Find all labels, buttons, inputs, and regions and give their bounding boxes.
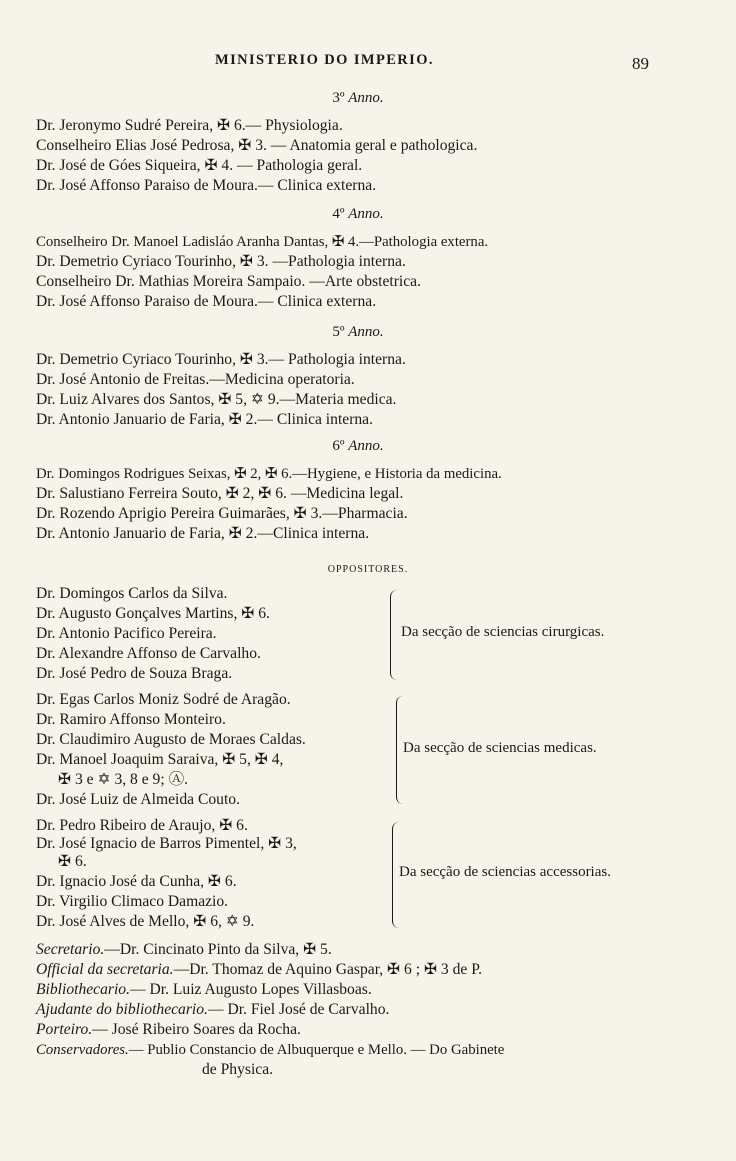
oppositor-entry: Dr. Egas Carlos Moniz Sodré de Aragão. <box>36 691 291 708</box>
oppositor-entry: Dr. Pedro Ribeiro de Araujo, ✠ 6. <box>36 817 248 834</box>
staff-entry-porteiro: Porteiro.— José Ribeiro Soares da Rocha. <box>36 1021 301 1038</box>
faculty-entry: Dr. Domingos Rodrigues Seixas, ✠ 2, ✠ 6.—Hygiene, e Historia da medicina. <box>36 466 502 482</box>
faculty-entry: Dr. José Affonso Paraiso de Moura.— Clinica externa. <box>36 177 377 194</box>
oppositor-entry: Dr. Augusto Gonçalves Martins, ✠ 6. <box>36 605 270 622</box>
oppositor-entry: Dr. Antonio Pacifico Pereira. <box>36 625 217 642</box>
staff-entry-continuation: de Physica. <box>202 1061 274 1078</box>
faculty-entry: Dr. José de Góes Siqueira, ✠ 4. — Pathologia geral. <box>36 157 363 174</box>
oppositor-entry: Dr. Ignacio José da Cunha, ✠ 6. <box>36 873 237 890</box>
faculty-entry: Dr. Antonio Januario de Faria, ✠ 2.— Clinica interna. <box>36 411 374 428</box>
oppositor-entry: Dr. Alexandre Affonso de Carvalho. <box>36 645 261 662</box>
year-heading-3: 3º Anno. <box>332 90 384 106</box>
faculty-entry: Dr. Salustiano Ferreira Souto, ✠ 2, ✠ 6. —Medicina legal. <box>36 485 404 502</box>
oppositor-entry: Dr. José Pedro de Souza Braga. <box>36 665 233 682</box>
group-label-accessorias: Da secção de sciencias accessorias. <box>399 864 611 880</box>
year-heading-4: 4º Anno. <box>332 206 384 222</box>
faculty-entry: Dr. José Affonso Paraiso de Moura.— Clinica externa. <box>36 293 377 310</box>
faculty-entry: Conselheiro Dr. Manoel Ladisláo Aranha Dantas, ✠ 4.—Pathologia externa. <box>36 234 489 250</box>
faculty-entry: Dr. José Antonio de Freitas.—Medicina operatoria. <box>36 371 355 388</box>
group-brace <box>390 590 397 680</box>
oppositores-heading: OPPOSITORES. <box>327 564 409 575</box>
oppositor-entry: Dr. José Luiz de Almeida Couto. <box>36 791 240 808</box>
oppositor-entry: Dr. Virgilio Climaco Damazio. <box>36 893 229 910</box>
oppositor-entry-continuation: ✠ 3 e ✡ 3, 8 e 9; Ⓐ. <box>58 771 189 788</box>
oppositor-entry: Dr. Manoel Joaquim Saraiva, ✠ 5, ✠ 4, <box>36 751 284 768</box>
faculty-entry: Dr. Rozendo Aprigio Pereira Guimarães, ✠ 3.—Pharmacia. <box>36 505 408 522</box>
staff-entry-secretario: Secretario.—Dr. Cincinato Pinto da Silva, ✠ 5. <box>36 941 332 958</box>
faculty-entry: Dr. Luiz Alvares dos Santos, ✠ 5, ✡ 9.—Materia medica. <box>36 391 397 408</box>
page-header <box>0 52 736 76</box>
staff-entry-bibliothecario: Bibliothecario.— Dr. Luiz Augusto Lopes Villasboas. <box>36 981 372 998</box>
faculty-entry: Conselheiro Elias José Pedrosa, ✠ 3. — Anatomia geral e pathologica. <box>36 137 478 154</box>
page-number: 89 <box>632 54 649 73</box>
year-heading-6: 6º Anno. <box>332 438 384 454</box>
oppositor-entry: Dr. José Alves de Mello, ✠ 6, ✡ 9. <box>36 913 255 930</box>
oppositor-entry-continuation: ✠ 6. <box>58 853 87 870</box>
staff-entry-conservadores: Conservadores.— Publio Constancio de Albuquerque e Mello. — Do Gabinete <box>36 1042 505 1058</box>
oppositor-entry: Dr. Domingos Carlos da Silva. <box>36 585 228 602</box>
group-label-medicas: Da secção de sciencias medicas. <box>403 740 597 756</box>
oppositor-entry: Dr. Claudimiro Augusto de Moraes Caldas. <box>36 731 306 748</box>
group-brace <box>392 822 399 928</box>
faculty-entry: Dr. Demetrio Cyriaco Tourinho, ✠ 3. —Pathologia interna. <box>36 253 406 270</box>
faculty-entry: Dr. Demetrio Cyriaco Tourinho, ✠ 3.— Pathologia interna. <box>36 351 406 368</box>
group-label-cirurgicas: Da secção de sciencias cirurgicas. <box>401 624 605 640</box>
oppositor-entry: Dr. Ramiro Affonso Monteiro. <box>36 711 226 728</box>
faculty-entry: Dr. Antonio Januario de Faria, ✠ 2.—Clinica interna. <box>36 525 370 542</box>
year-heading-5: 5º Anno. <box>332 324 384 340</box>
group-brace <box>396 696 403 804</box>
faculty-entry: Dr. Jeronymo Sudré Pereira, ✠ 6.— Physiologia. <box>36 117 343 134</box>
oppositor-entry: Dr. José Ignacio de Barros Pimentel, ✠ 3, <box>36 835 297 852</box>
page-title: MINISTERIO DO IMPERIO. <box>215 52 434 68</box>
faculty-entry: Conselheiro Dr. Mathias Moreira Sampaio. —Arte obstetrica. <box>36 273 421 290</box>
staff-entry-ajudante: Ajudante do bibliothecario.— Dr. Fiel José de Carvalho. <box>36 1001 390 1018</box>
staff-entry-official: Official da secretaria.—Dr. Thomaz de Aquino Gaspar, ✠ 6 ; ✠ 3 de P. <box>36 961 483 978</box>
